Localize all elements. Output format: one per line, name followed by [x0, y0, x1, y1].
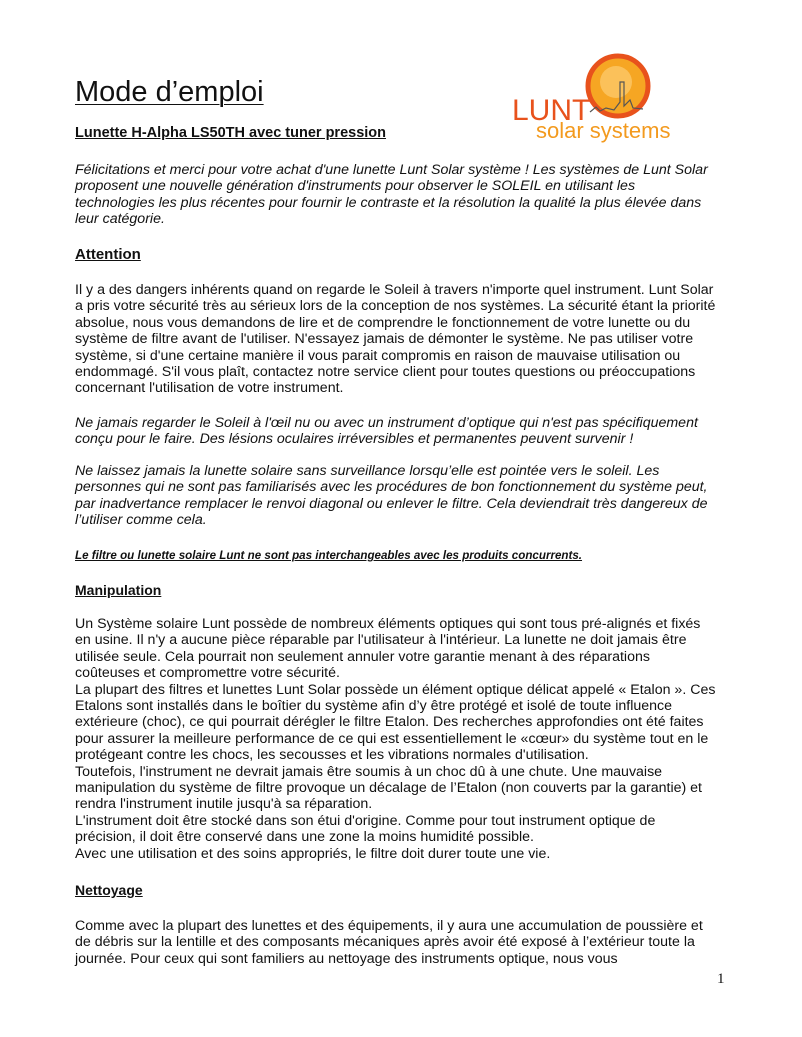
sun-icon [510, 52, 695, 144]
warning-paragraph-unattended [75, 463, 745, 529]
text-line: protégeant contre les chocs, les secousses et les vibrations normales d'utilisation. [75, 747, 589, 764]
text-line: système, si d'une certaine manière il vous parait compromis en raison de mauvaise utilisation ou [75, 347, 681, 364]
text-line: Comme avec la plupart des lunettes et des équipements, il y aura une accumulation de poussière et [75, 918, 703, 934]
text-line: Toutefois, l'instrument ne devrait jamais être soumis à un choc dû à une chute. Une mauvaise [75, 763, 663, 780]
compatibility-notice: Le filtre ou lunette solaire Lunt ne sont pas interchangeables avec les produits concurrents. [75, 549, 583, 562]
text-line: rendra l'instrument inutile jusqu'à sa réparation. [75, 796, 373, 813]
text-line: Un Système solaire Lunt possède de nombreux éléments optiques qui sont tous pré-alignés et fixés [75, 616, 701, 632]
text-line: Avec une utilisation et des soins appropriés, le filtre doit durer toute une vie. [75, 845, 551, 862]
lunt-logo [510, 52, 695, 144]
text-line: a pris votre sécurité très au sérieux lors de la conception de nos systèmes. La sécurité étant la priorité [75, 298, 716, 315]
text-line: concernant l'utilisation de votre instrument. [75, 380, 344, 397]
text-line: en usine. Il n'y a aucune pièce réparable par l'utilisateur à l'intérieur. La lunette ne doit jamais être [75, 632, 687, 649]
text-line: conçu pour le faire. Des lésions oculaires irréversibles et permanentes peuvent survenir ! [75, 431, 634, 448]
text-line: L'instrument doit être stocké dans son étui d'origine. Comme pour tout instrument optique de [75, 812, 656, 829]
text-line: La plupart des filtres et lunettes Lunt Solar possède un élément optique délicat appelé « Etalon ». Ces [75, 681, 716, 698]
text-line: extérieure (choc), ce qui pourrait dérégler le filtre Etalon. Des recherches approfondies ont été faites [75, 714, 704, 731]
text-line: par inadvertance remplacer le renvoi diagonal ou enlever le filtre. Cela deviendrait très dangereux de [75, 495, 708, 512]
text-line: journée. Pour ceux qui sont familiers au nettoyage des instruments optique, nous vous [75, 950, 618, 967]
nettoyage-paragraph [75, 918, 745, 967]
attention-paragraph [75, 282, 745, 397]
section-heading-manipulation: Manipulation [75, 582, 162, 598]
text-line: Etalons sont installés dans le boîtier du système afin d’y être protégé et isolé de toute influence [75, 698, 673, 715]
text-line: Félicitations et merci pour votre achat d'une lunette Lunt Solar système ! Les systèmes de Lunt Solar [75, 162, 708, 178]
text-line: pour assurer la meilleure performance de ce qui est essentiellement le «cœur» du système tout en le [75, 730, 709, 747]
text-line: précision, il doit être conservé dans une zone la moins humidité possible. [75, 829, 534, 846]
text-line: personnes qui ne sont pas familiarisés avec les procédures de bon fonctionnement du système peut, [75, 479, 708, 496]
svg-text:solar systems: solar systems [536, 118, 671, 143]
page-number: 1 [717, 971, 725, 987]
document-subtitle: Lunette H-Alpha LS50TH avec tuner pression [75, 125, 387, 141]
text-line: absolue, nous vous demandons de lire et de comprendre le fonctionnement de votre lunette ou du [75, 314, 691, 331]
manipulation-paragraph [75, 616, 745, 862]
text-line: Ne jamais regarder le Soleil à l'œil nu ou avec un instrument d’optique qui n'est pas spécifiquement [75, 415, 698, 431]
page-title: Mode d’emploi [75, 76, 264, 108]
text-line: Ne laissez jamais la lunette solaire sans surveillance lorsqu’elle est pointée vers le soleil. Les [75, 463, 660, 479]
svg-text:LUNT: LUNT [512, 94, 591, 127]
text-line: coûteuses et compromettre votre sécurité. [75, 665, 340, 682]
text-line: utilisée seule. Cela pourrait non seulement annuler votre garantie menant à des réparations [75, 648, 650, 665]
text-line: système de filtre avant de l'utiliser. N'essayez jamais de démonter le système. Ne pas utiliser votre [75, 331, 694, 348]
warning-paragraph-eye [75, 415, 745, 448]
text-line: proposent une nouvelle génération d'instruments pour observer le SOLEIL en utilisant les [75, 178, 636, 195]
text-line: technologies les plus récentes pour fournir le contraste et la résolution la qualité la plus élevée dans [75, 194, 702, 211]
text-line: endommagé. S'il vous plaît, contactez notre service client pour toutes questions ou préoccupations [75, 364, 696, 381]
text-line: de débris sur la lentille et des composants mécaniques après avoir été exposé à l’extérieur toute la [75, 934, 695, 951]
section-heading-nettoyage: Nettoyage [75, 882, 143, 898]
text-line: l’utiliser comme cela. [75, 512, 207, 529]
text-line: manipulation du système de filtre provoque un décalage de l’Etalon (non couverts par la garantie) et [75, 780, 702, 797]
section-heading-attention: Attention [75, 246, 141, 263]
text-line: Il y a des dangers inhérents quand on regarde le Soleil à travers n'importe quel instrument. Lunt Solar [75, 282, 714, 298]
text-line: leur catégorie. [75, 211, 165, 228]
intro-paragraph [75, 162, 745, 228]
